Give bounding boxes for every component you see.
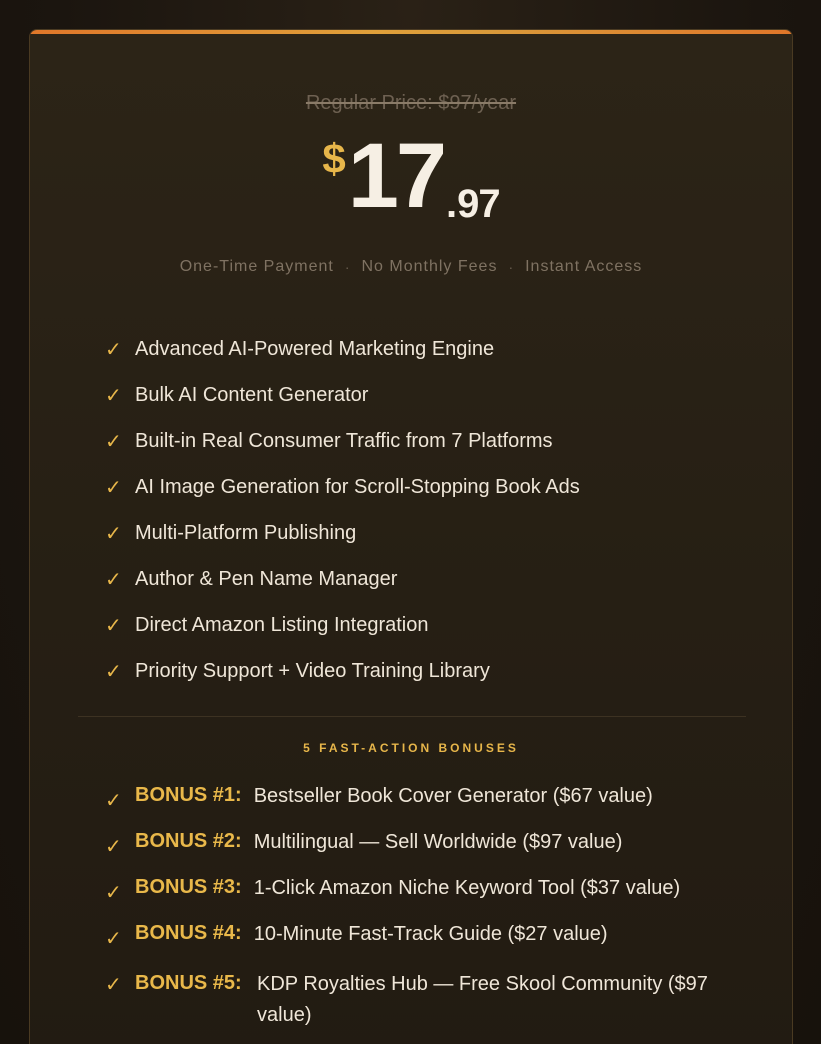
bonus-text: Bestseller Book Cover Generator ($67 value) <box>253 785 653 807</box>
check-icon: ✓ <box>105 384 122 407</box>
price-cents: 97 <box>457 182 500 226</box>
price-currency: $ <box>322 135 346 182</box>
check-icon: ✓ <box>105 614 122 637</box>
term-separator: · <box>508 259 515 275</box>
feature-list <box>105 326 745 694</box>
regular-price: Regular Price: $97/year <box>305 92 517 114</box>
term-no-monthly-fees: No Monthly Fees <box>361 258 498 275</box>
term-instant-access: Instant Access <box>525 258 643 275</box>
feature-text: Multi-Platform Publishing <box>135 521 357 544</box>
price <box>30 125 792 227</box>
feature-text: Built-in Real Consumer Traffic from 7 Platforms <box>135 429 553 452</box>
feature-item <box>105 326 745 372</box>
feature-text: Bulk AI Content Generator <box>135 383 369 406</box>
check-icon: ✓ <box>105 568 122 591</box>
feature-item <box>105 510 745 556</box>
bonus-label: BONUS #1: <box>135 784 242 806</box>
bonus-text: 10-Minute Fast-Track Guide ($27 value) <box>253 923 608 945</box>
bonus-label: BONUS #5: <box>135 972 242 994</box>
check-icon: ✓ <box>105 522 122 545</box>
check-icon: ✓ <box>105 836 122 858</box>
check-icon: ✓ <box>105 338 122 361</box>
feature-item <box>105 418 745 464</box>
feature-text: Advanced AI-Powered Marketing Engine <box>135 337 495 360</box>
bonus-item <box>105 784 745 830</box>
bonus-text: 1-Click Amazon Niche Keyword Tool ($37 value) <box>253 877 681 899</box>
payment-terms <box>30 258 792 276</box>
check-icon: ✓ <box>105 476 122 499</box>
term-separator: · <box>344 259 351 275</box>
card-accent-bar <box>30 30 792 34</box>
feature-text: AI Image Generation for Scroll-Stopping Book Ads <box>135 475 580 498</box>
price-decimal-point: . <box>446 182 458 226</box>
check-icon: ✓ <box>105 660 122 683</box>
bonus-label: BONUS #3: <box>135 876 242 898</box>
bonus-item <box>105 968 745 1031</box>
check-icon: ✓ <box>105 790 122 812</box>
bonus-item <box>105 876 745 922</box>
check-icon: ✓ <box>105 974 122 996</box>
bonus-heading: 5 FAST-ACTION BONUSES <box>303 741 519 755</box>
feature-item <box>105 602 745 648</box>
term-one-time-payment: One-Time Payment <box>179 258 334 275</box>
bonus-label: BONUS #2: <box>135 830 242 852</box>
bonus-text: KDP Royalties Hub — Free Skool Community ($97 value) <box>257 973 708 1026</box>
pricing-card <box>29 29 793 1044</box>
feature-item <box>105 648 745 694</box>
feature-text: Author & Pen Name Manager <box>135 567 398 590</box>
check-icon: ✓ <box>105 928 122 950</box>
bonus-item <box>105 922 745 968</box>
feature-item <box>105 556 745 602</box>
feature-item <box>105 372 745 418</box>
feature-item <box>105 464 745 510</box>
bonus-list <box>105 784 745 1031</box>
feature-text: Direct Amazon Listing Integration <box>135 613 429 636</box>
bonus-label: BONUS #4: <box>135 922 242 944</box>
check-icon: ✓ <box>105 882 122 904</box>
feature-text: Priority Support + Video Training Library <box>135 659 490 682</box>
check-icon: ✓ <box>105 430 122 453</box>
bonus-item <box>105 830 745 876</box>
price-dollars: 17 <box>347 125 445 227</box>
section-divider <box>78 716 746 717</box>
bonus-text: Multilingual — Sell Worldwide ($97 value) <box>253 831 623 853</box>
